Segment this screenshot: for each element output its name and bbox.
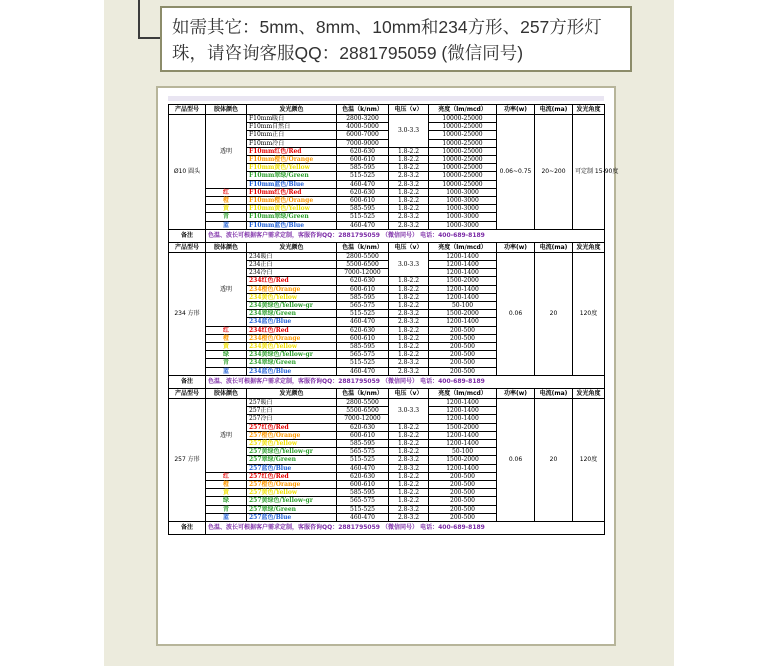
color-temp: 565-575	[337, 351, 389, 359]
emit-color: 234蓝色/Blue	[247, 367, 337, 375]
brightness: 1200-1400	[429, 407, 497, 415]
column-header: 亮度（lm/mcd）	[429, 242, 497, 252]
remark-label: 备注	[169, 229, 206, 242]
color-temp: 515-525	[337, 456, 389, 464]
lens-color: 橙	[206, 197, 247, 205]
color-temp: 565-575	[337, 302, 389, 310]
emit-color: 257冷白	[247, 415, 337, 423]
lens-color: 黄	[206, 489, 247, 497]
emit-color: F10mm冷白	[247, 139, 337, 147]
voltage: 1.8-2.2	[389, 188, 429, 196]
remark-text: 色温、波长可根据客户需求定制，客服咨询QQ：2881795059 （微信同号） 电话：400-689-8189	[206, 375, 605, 388]
brightness: 200-500	[429, 505, 497, 513]
emit-color: 257黄绿色/Yellow-gr	[247, 497, 337, 505]
voltage: 2.8-3.2	[389, 172, 429, 180]
color-temp: 585-595	[337, 489, 389, 497]
brightness: 1500-2000	[429, 310, 497, 318]
color-temp: 585-595	[337, 164, 389, 172]
voltage: 1.8-2.2	[389, 197, 429, 205]
color-temp: 4000-5000	[337, 123, 389, 131]
power: 0.06	[497, 252, 535, 375]
product-model: 234 方形	[169, 252, 206, 375]
lens-color: 蓝	[206, 513, 247, 521]
voltage: 2.8-3.2	[389, 221, 429, 229]
remark-label: 备注	[169, 521, 206, 534]
column-header: 发光角度	[573, 242, 605, 252]
spec-table	[168, 104, 619, 535]
spec-sheet-image	[156, 86, 619, 646]
product-model: Ø10 圆头	[169, 115, 206, 230]
brightness: 1000-3000	[429, 221, 497, 229]
view-angle: 可定制 15-90度	[573, 115, 605, 230]
brightness: 1200-1400	[429, 398, 497, 406]
table-header-row	[169, 388, 605, 398]
voltage: 2.8-3.2	[389, 513, 429, 521]
color-temp: 2800-5500	[337, 398, 389, 406]
lens-color: 黄	[206, 205, 247, 213]
emit-color: F10mm橙色/Orange	[247, 197, 337, 205]
color-temp: 2800-3200	[337, 115, 389, 123]
color-temp: 600-610	[337, 285, 389, 293]
connector-line	[138, 0, 140, 38]
brightness: 1200-1400	[429, 293, 497, 301]
voltage: 1.8-2.2	[389, 439, 429, 447]
brightness: 200-500	[429, 367, 497, 375]
emit-color: F10mm蓝色/Blue	[247, 180, 337, 188]
cropped-top-strip	[168, 96, 604, 101]
color-temp: 620-630	[337, 423, 389, 431]
color-temp: 515-525	[337, 213, 389, 221]
brightness: 1200-1400	[429, 261, 497, 269]
column-header: 发光颜色	[247, 105, 337, 115]
voltage: 1.8-2.2	[389, 423, 429, 431]
color-temp: 600-610	[337, 156, 389, 164]
brightness: 1200-1400	[429, 269, 497, 277]
color-temp: 620-630	[337, 326, 389, 334]
brightness: 1000-3000	[429, 188, 497, 196]
lens-color: 绿	[206, 351, 247, 359]
emit-color: 257黄色/Yellow	[247, 439, 337, 447]
voltage: 1.8-2.2	[389, 164, 429, 172]
emit-color: 234正白	[247, 261, 337, 269]
voltage: 1.8-2.2	[389, 302, 429, 310]
color-temp: 620-630	[337, 147, 389, 155]
brightness: 1200-1400	[429, 318, 497, 326]
emit-color: 234黄绿色/Yellow-gr	[247, 351, 337, 359]
brightness: 10000-25000	[429, 123, 497, 131]
column-header: 发光颜色	[247, 388, 337, 398]
lens-color: 绿	[206, 497, 247, 505]
table-row	[169, 252, 605, 260]
brightness: 200-500	[429, 326, 497, 334]
voltage: 2.8-3.2	[389, 456, 429, 464]
voltage: 2.8-3.2	[389, 359, 429, 367]
color-temp: 600-610	[337, 480, 389, 488]
color-temp: 460-470	[337, 221, 389, 229]
emit-color: 257暖白	[247, 398, 337, 406]
remark-label: 备注	[169, 375, 206, 388]
emit-color: F10mm红色/Red	[247, 188, 337, 196]
column-header: 电压（v）	[389, 105, 429, 115]
color-temp: 2800-5500	[337, 252, 389, 260]
emit-color: 257翠绿/Green	[247, 505, 337, 513]
color-temp: 585-595	[337, 343, 389, 351]
voltage: 1.8-2.2	[389, 489, 429, 497]
voltage: 3.0-3.3	[389, 115, 429, 148]
voltage: 1.8-2.2	[389, 334, 429, 342]
brightness: 1000-3000	[429, 213, 497, 221]
brightness: 200-500	[429, 497, 497, 505]
brightness: 200-500	[429, 334, 497, 342]
lens-color: 蓝	[206, 221, 247, 229]
emit-color: 234红色/Red	[247, 326, 337, 334]
brightness: 10000-25000	[429, 156, 497, 164]
emit-color: 257橙色/Orange	[247, 431, 337, 439]
lens-color: 青	[206, 505, 247, 513]
color-temp: 515-525	[337, 505, 389, 513]
brightness: 200-500	[429, 343, 497, 351]
voltage: 1.8-2.2	[389, 480, 429, 488]
column-header: 功率(w)	[497, 388, 535, 398]
lens-color: 青	[206, 213, 247, 221]
brightness: 10000-25000	[429, 139, 497, 147]
brightness: 200-500	[429, 489, 497, 497]
brightness: 50-100	[429, 302, 497, 310]
lens-color: 红	[206, 188, 247, 196]
emit-color: 257蓝色/Blue	[247, 513, 337, 521]
color-temp: 515-525	[337, 310, 389, 318]
table-header-row	[169, 242, 605, 252]
column-header: 发光角度	[573, 105, 605, 115]
lens-color: 橙	[206, 334, 247, 342]
brightness: 50-100	[429, 448, 497, 456]
color-temp: 565-575	[337, 497, 389, 505]
brightness: 1200-1400	[429, 464, 497, 472]
voltage: 2.8-3.2	[389, 310, 429, 318]
color-temp: 7000-9000	[337, 139, 389, 147]
brightness: 200-500	[429, 472, 497, 480]
power: 0.06~0.75	[497, 115, 535, 230]
brightness: 1200-1400	[429, 431, 497, 439]
color-temp: 600-610	[337, 431, 389, 439]
emit-color: F10mm自然白	[247, 123, 337, 131]
voltage: 1.8-2.2	[389, 343, 429, 351]
column-header: 电流(ma)	[535, 388, 573, 398]
connector-line	[138, 37, 162, 39]
emit-color: F10mm蓝色/Blue	[247, 221, 337, 229]
color-temp: 460-470	[337, 513, 389, 521]
remark-row	[169, 375, 605, 388]
voltage: 1.8-2.2	[389, 293, 429, 301]
emit-color: 234黄色/Yellow	[247, 293, 337, 301]
column-header: 发光颜色	[247, 242, 337, 252]
lens-color: 黄	[206, 343, 247, 351]
emit-color: 234翠绿/Green	[247, 310, 337, 318]
column-header: 色温（k/nm）	[337, 388, 389, 398]
emit-color: 234蓝色/Blue	[247, 318, 337, 326]
column-header: 色温（k/nm）	[337, 242, 389, 252]
emit-color: 234黄绿色/Yellow-gr	[247, 302, 337, 310]
table-row	[169, 398, 605, 406]
emit-color: F10mm黄色/Yellow	[247, 164, 337, 172]
product-model: 257 方形	[169, 398, 206, 521]
voltage: 1.8-2.2	[389, 448, 429, 456]
remark-row	[169, 521, 605, 534]
emit-color: 234暖白	[247, 252, 337, 260]
column-header: 电流(ma)	[535, 105, 573, 115]
emit-color: 257红色/Red	[247, 472, 337, 480]
column-header: 胶体颜色	[206, 242, 247, 252]
color-temp: 6000-7000	[337, 131, 389, 139]
emit-color: 234冷白	[247, 269, 337, 277]
voltage: 3.0-3.3	[389, 398, 429, 423]
brightness: 200-500	[429, 513, 497, 521]
lens-color-clear: 透明	[206, 398, 247, 472]
voltage: 2.8-3.2	[389, 367, 429, 375]
color-temp: 620-630	[337, 277, 389, 285]
color-temp: 600-610	[337, 197, 389, 205]
emit-color: 257橙色/Orange	[247, 480, 337, 488]
voltage: 1.8-2.2	[389, 472, 429, 480]
voltage: 1.8-2.2	[389, 326, 429, 334]
emit-color: 234黄色/Yellow	[247, 343, 337, 351]
emit-color: F10mm橙色/Orange	[247, 156, 337, 164]
color-temp: 460-470	[337, 367, 389, 375]
color-temp: 585-595	[337, 205, 389, 213]
column-header: 功率(w)	[497, 242, 535, 252]
emit-color: F10mm暖白	[247, 115, 337, 123]
column-header: 产品型号	[169, 242, 206, 252]
column-header: 色温（k/nm）	[337, 105, 389, 115]
lens-color-clear: 透明	[206, 252, 247, 326]
emit-color: 234翠绿/Green	[247, 359, 337, 367]
voltage: 1.8-2.2	[389, 205, 429, 213]
color-temp: 7000-12000	[337, 415, 389, 423]
column-header: 电压（v）	[389, 388, 429, 398]
brightness: 10000-25000	[429, 147, 497, 155]
brightness: 10000-25000	[429, 164, 497, 172]
contact-callout	[160, 6, 632, 72]
lens-color: 蓝	[206, 367, 247, 375]
brightness: 1000-3000	[429, 205, 497, 213]
emit-color: 234红色/Red	[247, 277, 337, 285]
emit-color: F10mm正白	[247, 131, 337, 139]
current: 20	[535, 252, 573, 375]
brightness: 200-500	[429, 359, 497, 367]
color-temp: 515-525	[337, 359, 389, 367]
lens-color-clear: 透明	[206, 115, 247, 189]
brightness: 10000-25000	[429, 180, 497, 188]
brightness: 200-500	[429, 480, 497, 488]
lens-color: 红	[206, 326, 247, 334]
color-temp: 7000-12000	[337, 269, 389, 277]
color-temp: 585-595	[337, 439, 389, 447]
color-temp: 620-630	[337, 472, 389, 480]
emit-color: 234橙色/Orange	[247, 334, 337, 342]
emit-color: 257黄色/Yellow	[247, 489, 337, 497]
voltage: 2.8-3.2	[389, 213, 429, 221]
brightness: 10000-25000	[429, 172, 497, 180]
emit-color: 257红色/Red	[247, 423, 337, 431]
color-temp: 620-630	[337, 188, 389, 196]
emit-color: 257蓝色/Blue	[247, 464, 337, 472]
voltage: 2.8-3.2	[389, 505, 429, 513]
color-temp: 460-470	[337, 180, 389, 188]
voltage: 1.8-2.2	[389, 156, 429, 164]
remark-text: 色温、波长可根据客户需求定制，客服咨询QQ：2881795059 （微信同号） 电话：400-689-8189	[206, 229, 605, 242]
brightness: 1200-1400	[429, 415, 497, 423]
voltage: 1.8-2.2	[389, 277, 429, 285]
brightness: 10000-25000	[429, 115, 497, 123]
column-header: 胶体颜色	[206, 388, 247, 398]
brightness: 1200-1400	[429, 252, 497, 260]
brightness: 10000-25000	[429, 131, 497, 139]
color-temp: 600-610	[337, 334, 389, 342]
column-header: 产品型号	[169, 105, 206, 115]
voltage: 1.8-2.2	[389, 431, 429, 439]
column-header: 亮度（lm/mcd）	[429, 388, 497, 398]
voltage: 2.8-3.2	[389, 464, 429, 472]
color-temp: 460-470	[337, 318, 389, 326]
column-header: 功率(w)	[497, 105, 535, 115]
emit-color: 234橙色/Orange	[247, 285, 337, 293]
voltage: 3.0-3.3	[389, 252, 429, 277]
brightness: 1500-2000	[429, 423, 497, 431]
color-temp: 565-575	[337, 448, 389, 456]
spec-sheet	[168, 96, 619, 636]
emit-color: 257翠绿/Green	[247, 456, 337, 464]
lens-color: 红	[206, 472, 247, 480]
brightness: 200-500	[429, 351, 497, 359]
column-header: 亮度（lm/mcd）	[429, 105, 497, 115]
view-angle: 120度	[573, 252, 605, 375]
view-angle: 120度	[573, 398, 605, 521]
emit-color: F10mm翠绿/Green	[247, 172, 337, 180]
brightness: 1500-2000	[429, 456, 497, 464]
column-header: 产品型号	[169, 388, 206, 398]
remark-text: 色温、波长可根据客户需求定制，客服咨询QQ：2881795059 （微信同号） 电话：400-689-8189	[206, 521, 605, 534]
power: 0.06	[497, 398, 535, 521]
current: 20	[535, 398, 573, 521]
table-header-row	[169, 105, 605, 115]
column-header: 电压（v）	[389, 242, 429, 252]
color-temp: 460-470	[337, 464, 389, 472]
color-temp: 585-595	[337, 293, 389, 301]
brightness: 1000-3000	[429, 197, 497, 205]
callout-text: 如需其它：5mm、8mm、10mm和234方形、257方形灯珠，请咨询客服QQ：2881795059 (微信同号)	[172, 17, 602, 63]
current: 20~200	[535, 115, 573, 230]
emit-color: F10mm翠绿/Green	[247, 213, 337, 221]
emit-color: 257黄绿色/Yellow-gr	[247, 448, 337, 456]
lens-color: 橙	[206, 480, 247, 488]
voltage: 1.8-2.2	[389, 285, 429, 293]
lens-color: 青	[206, 359, 247, 367]
voltage: 1.8-2.2	[389, 497, 429, 505]
voltage: 2.8-3.2	[389, 180, 429, 188]
brightness: 1200-1400	[429, 285, 497, 293]
voltage: 1.8-2.2	[389, 147, 429, 155]
table-row	[169, 115, 605, 123]
brightness: 1500-2000	[429, 277, 497, 285]
emit-color: F10mm红色/Red	[247, 147, 337, 155]
emit-color: F10mm黄色/Yellow	[247, 205, 337, 213]
remark-row	[169, 229, 605, 242]
emit-color: 257正白	[247, 407, 337, 415]
voltage: 2.8-3.2	[389, 318, 429, 326]
column-header: 胶体颜色	[206, 105, 247, 115]
color-temp: 515-525	[337, 172, 389, 180]
voltage: 1.8-2.2	[389, 351, 429, 359]
column-header: 电流(ma)	[535, 242, 573, 252]
brightness: 1200-1400	[429, 439, 497, 447]
column-header: 发光角度	[573, 388, 605, 398]
color-temp: 5500-6500	[337, 261, 389, 269]
color-temp: 5500-6500	[337, 407, 389, 415]
